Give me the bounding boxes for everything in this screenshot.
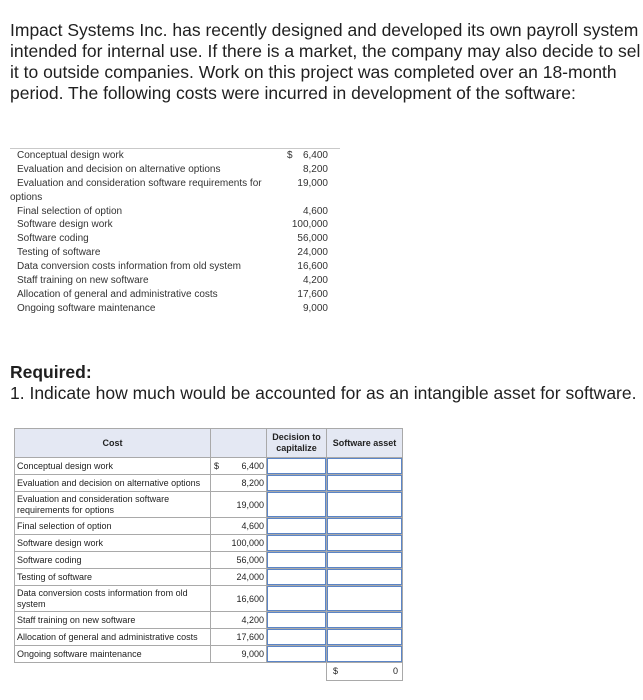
total-spacer xyxy=(15,663,211,681)
header-decision-line2: capitalize xyxy=(276,443,317,453)
software-asset-input-cell[interactable] xyxy=(327,629,403,646)
decision-dropdown[interactable] xyxy=(267,629,327,646)
cost-amount: 9,000 xyxy=(302,302,328,314)
cost-list-item xyxy=(10,246,340,260)
cost-list-item xyxy=(10,232,340,246)
decision-dropdown[interactable] xyxy=(267,535,327,552)
row-label: Data conversion costs information from old system xyxy=(15,586,211,612)
cost-list-item xyxy=(10,163,340,177)
software-asset-input-cell[interactable] xyxy=(327,586,403,612)
row-label: Staff training on new software xyxy=(15,612,211,629)
decision-input[interactable] xyxy=(267,646,326,662)
cost-label: Staff training on new software xyxy=(17,275,149,287)
cost-amount: 4,200 xyxy=(302,275,328,287)
table-row xyxy=(15,492,403,518)
intro-line: Impact Systems Inc. has recently designed and developed its own payroll system xyxy=(10,20,639,40)
decision-dropdown[interactable] xyxy=(267,646,327,663)
cost-amount: 24,000 xyxy=(297,247,328,259)
software-asset-input-cell[interactable] xyxy=(327,569,403,586)
required-heading: Required: xyxy=(10,362,92,382)
header-cost-label: Cost xyxy=(102,437,123,448)
row-label: Allocation of general and administrative costs xyxy=(15,629,211,646)
total-value: 0 xyxy=(392,666,398,676)
cost-list-item xyxy=(10,149,340,163)
software-asset-input-cell[interactable] xyxy=(327,612,403,629)
software-asset-input-cell[interactable] xyxy=(327,535,403,552)
decision-input[interactable] xyxy=(267,535,326,551)
decision-input[interactable] xyxy=(267,569,326,585)
cost-label: Evaluation and consideration software requirements for xyxy=(17,177,262,189)
currency-symbol: $ xyxy=(333,666,339,676)
row-label: Testing of software xyxy=(15,569,211,586)
decision-dropdown[interactable] xyxy=(267,552,327,569)
row-label: Final selection of option xyxy=(15,518,211,535)
software-asset-input[interactable] xyxy=(327,535,402,551)
cost-list-item xyxy=(10,218,340,232)
row-amount: 100,000 xyxy=(211,535,267,552)
header-software-asset xyxy=(327,429,403,458)
cost-list-item xyxy=(10,302,340,316)
row-label: Ongoing software maintenance xyxy=(15,646,211,663)
software-asset-input-cell[interactable] xyxy=(327,552,403,569)
cost-amount: 19,000 xyxy=(297,177,328,189)
cost-list xyxy=(10,148,340,316)
header-decision-line1: Decision to xyxy=(272,432,321,442)
table-row xyxy=(15,552,403,569)
problem-intro xyxy=(10,20,643,104)
currency-symbol: $ xyxy=(287,150,293,161)
software-asset-input-cell[interactable] xyxy=(327,492,403,518)
cost-amount: 8,200 xyxy=(302,163,328,175)
cost-list-item-continued xyxy=(10,191,340,205)
row-amount: 9,000 xyxy=(211,646,267,663)
total-software-asset xyxy=(327,663,403,681)
row-amount-cell xyxy=(211,458,267,475)
cost-list-item xyxy=(10,288,340,302)
cost-amount: 100,000 xyxy=(291,219,328,231)
answer-table xyxy=(14,428,403,681)
software-asset-input[interactable] xyxy=(327,569,402,585)
decision-input[interactable] xyxy=(267,629,326,645)
intro-line: period. The following costs were incurred in development of the software: xyxy=(10,83,576,103)
row-amount: 4,600 xyxy=(211,518,267,535)
row-amount: 56,000 xyxy=(211,552,267,569)
decision-input[interactable] xyxy=(267,586,326,611)
decision-input[interactable] xyxy=(267,612,326,628)
cost-label: Testing of software xyxy=(17,247,101,259)
header-decision xyxy=(267,429,327,458)
cost-label-continued: options xyxy=(10,191,43,203)
decision-dropdown[interactable] xyxy=(267,492,327,518)
software-asset-input[interactable] xyxy=(327,475,402,491)
header-amount xyxy=(211,429,267,458)
header-software-asset-label: Software asset xyxy=(332,437,397,448)
row-label: Software coding xyxy=(15,552,211,569)
intro-line: intended for internal use. If there is a market, the company may also decide to sel xyxy=(10,41,641,61)
cost-list-item xyxy=(10,177,340,191)
row-label: Evaluation and decision on alternative options xyxy=(15,475,211,492)
header-cost xyxy=(15,429,211,458)
row-amount: 19,000 xyxy=(211,492,267,518)
software-asset-input[interactable] xyxy=(327,458,402,474)
table-row xyxy=(15,629,403,646)
row-amount: 16,600 xyxy=(211,586,267,612)
cost-list-item xyxy=(10,260,340,274)
decision-input[interactable] xyxy=(267,458,326,474)
software-asset-input[interactable] xyxy=(327,612,402,628)
software-asset-input[interactable] xyxy=(327,518,402,534)
software-asset-input[interactable] xyxy=(327,646,402,662)
currency-symbol: $ xyxy=(214,461,220,471)
cost-label: Evaluation and decision on alternative options xyxy=(17,163,221,175)
decision-dropdown[interactable] xyxy=(267,518,327,535)
table-row xyxy=(15,586,403,612)
row-amount: 4,200 xyxy=(211,612,267,629)
decision-input[interactable] xyxy=(267,552,326,568)
required-instruction: 1. Indicate how much would be accounted for as an intangible asset for software. xyxy=(10,383,637,403)
cost-label: Conceptual design work xyxy=(17,150,124,161)
software-asset-input-cell[interactable] xyxy=(327,646,403,663)
row-amount: 24,000 xyxy=(211,569,267,586)
decision-dropdown[interactable] xyxy=(267,458,327,475)
row-amount: 6,400 xyxy=(241,461,264,471)
table-row xyxy=(15,646,403,663)
cost-amount: 56,000 xyxy=(297,233,328,245)
total-spacer xyxy=(267,663,327,681)
table-row xyxy=(15,458,403,475)
row-label: Conceptual design work xyxy=(15,458,211,475)
table-row xyxy=(15,569,403,586)
software-asset-input[interactable] xyxy=(327,552,402,568)
cost-label: Ongoing software maintenance xyxy=(17,302,156,314)
total-spacer xyxy=(211,663,267,681)
cost-list-item xyxy=(10,274,340,288)
table-header-row xyxy=(15,429,403,458)
total-row xyxy=(15,663,403,681)
row-amount: 17,600 xyxy=(211,629,267,646)
software-asset-input[interactable] xyxy=(327,492,402,517)
software-asset-input-cell[interactable] xyxy=(327,458,403,475)
cost-label: Allocation of general and administrative costs xyxy=(17,288,218,300)
table-row xyxy=(15,612,403,629)
cost-amount: 6,400 xyxy=(302,150,328,161)
cost-amount: 17,600 xyxy=(297,288,328,300)
cost-label: Final selection of option xyxy=(17,205,123,217)
table-row xyxy=(15,518,403,535)
decision-dropdown[interactable] xyxy=(267,475,327,492)
cost-amount: 16,600 xyxy=(297,261,328,273)
decision-dropdown[interactable] xyxy=(267,586,327,612)
decision-input[interactable] xyxy=(267,492,326,517)
decision-dropdown[interactable] xyxy=(267,612,327,629)
software-asset-input-cell[interactable] xyxy=(327,475,403,492)
row-label: Evaluation and consideration software requirements for options xyxy=(15,492,211,518)
software-asset-input[interactable] xyxy=(327,586,402,611)
cost-label: Data conversion costs information from old system xyxy=(17,261,241,273)
decision-input[interactable] xyxy=(267,518,326,534)
cost-amount: 4,600 xyxy=(302,205,328,217)
intro-line: it to outside companies. Work on this project was completed over an 18-month xyxy=(10,62,617,82)
cost-label: Software design work xyxy=(17,219,113,231)
decision-dropdown[interactable] xyxy=(267,569,327,586)
software-asset-input-cell[interactable] xyxy=(327,518,403,535)
row-amount: 8,200 xyxy=(211,475,267,492)
software-asset-input[interactable] xyxy=(327,629,402,645)
cost-label: Software coding xyxy=(17,233,89,245)
cost-list-item xyxy=(10,205,340,219)
table-row xyxy=(15,475,403,492)
table-row xyxy=(15,535,403,552)
decision-input[interactable] xyxy=(267,475,326,491)
row-label: Software design work xyxy=(15,535,211,552)
